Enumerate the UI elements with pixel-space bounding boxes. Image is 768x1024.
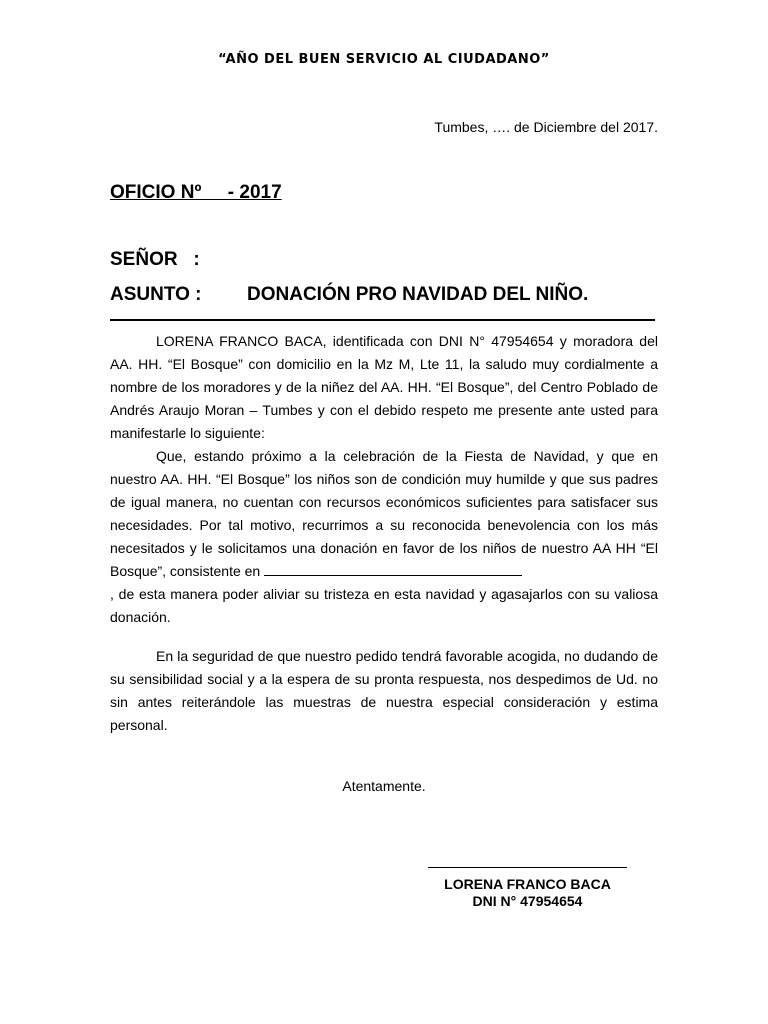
paragraph-farewell-text: En la seguridad de que nuestro pedido tendrá favorable acogida, no dudando de su sensibilidad social y a la espera de su pronta respuesta, nos despedimos de Ud. no sin antes reiterándole las muestras de nuestra especial consideración y estima personal. <box>110 648 658 733</box>
closing-salutation: Atentamente. <box>342 778 426 794</box>
subject-label: ASUNTO : <box>110 284 202 305</box>
signature-line <box>428 867 627 868</box>
subject-text: DONACIÓN PRO NAVIDAD DEL NIÑO. <box>247 284 589 305</box>
signer-dni: DNI N° 47954654 <box>472 893 583 909</box>
paragraph-introduction <box>110 330 658 445</box>
donation-blank-line <box>264 561 522 576</box>
oficio-number: OFICIO Nº - 2017 <box>110 182 282 203</box>
paragraph-request-continuation: , de esta manera poder aliviar su tristeza en esta navidad y agasajarlos con su valiosa donación. <box>110 586 658 625</box>
paragraph-introduction-text: LORENA FRANCO BACA, identificada con DNI N° 47954654 y moradora del AA. HH. “El Bosque” con domicilio en la Mz M, Lte 11, la saludo muy cordialmente a nombre de los moradores y de la niñez del AA. HH. “El Bosque”, del Centro Poblado de Andrés Araujo Moran – Tumbes y con el debido respeto me presente ante usted para manifestarle lo siguiente: <box>110 333 658 441</box>
paragraph-request-text: Que, estando próximo a la celebración de la Fiesta de Navidad, y que en nuestro AA. HH. “El Bosque” los niños son de condición muy humilde y que sus padres de igual manera, no cuentan con recursos económicos suficientes para satisfacer sus necesidades. Por tal motivo, recurrimos a su reconocida benevolencia con los más necesitados y le solicitamos una donación en favor de los niños de nuestro AA HH “El Bosque”, consistente en <box>110 448 658 579</box>
document-motto: “AÑO DEL BUEN SERVICIO AL CIUDADANO” <box>218 52 550 67</box>
recipient-label: SEÑOR : <box>110 249 200 270</box>
paragraph-request <box>110 445 658 629</box>
subject-divider <box>110 319 655 321</box>
paragraph-farewell <box>110 645 658 737</box>
place-date: Tumbes, …. de Diciembre del 2017. <box>434 119 658 135</box>
signer-name: LORENA FRANCO BACA <box>444 876 611 892</box>
